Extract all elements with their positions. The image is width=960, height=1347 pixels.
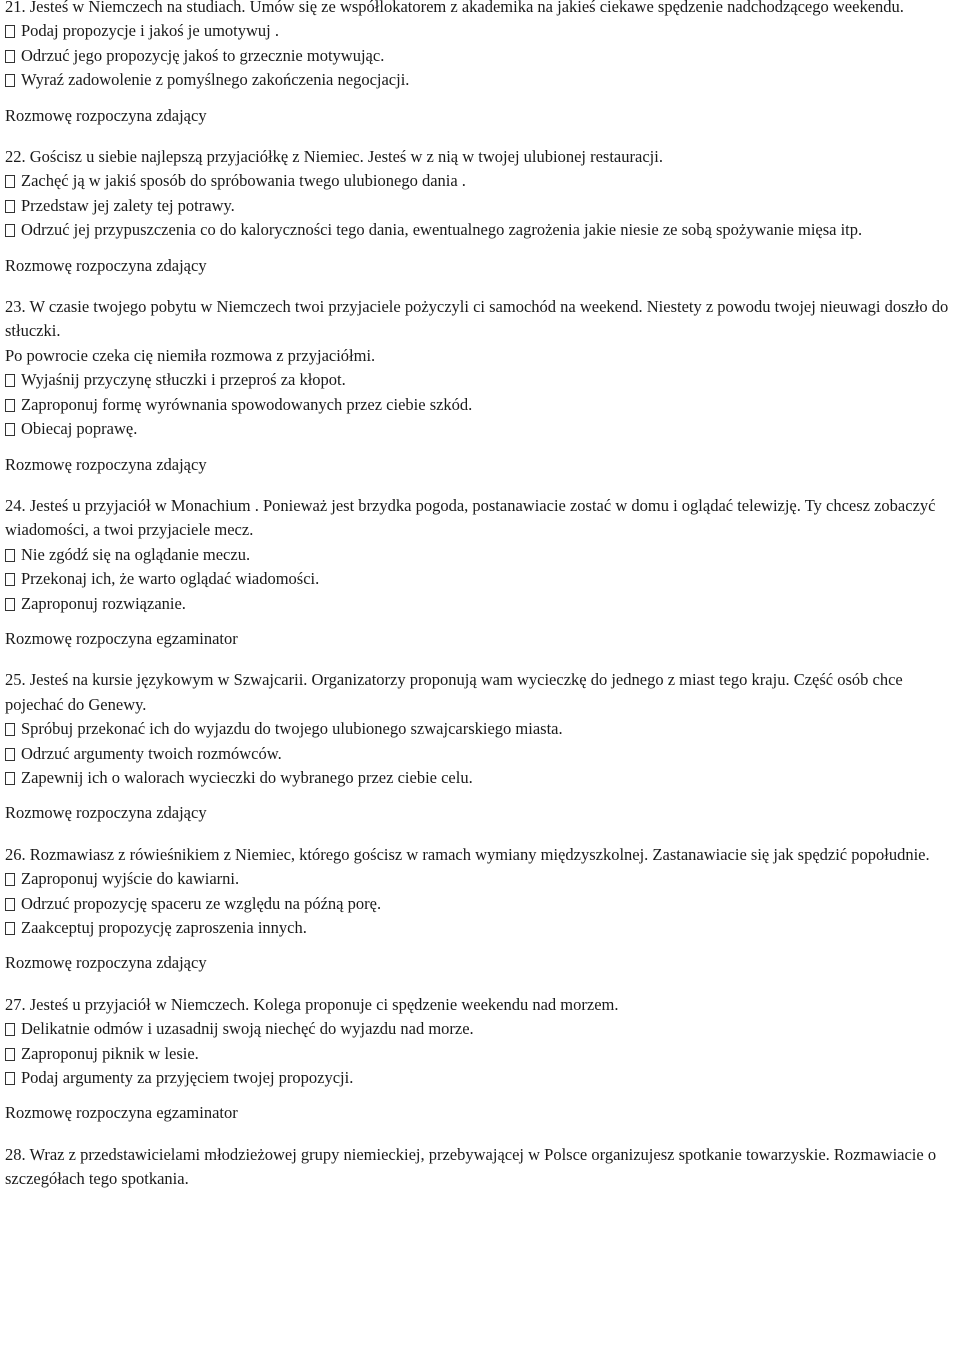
task-prompt: [5, 295, 957, 344]
task-bullet-item: [5, 766, 957, 790]
task-prompt: [5, 145, 957, 169]
task-bullet-text: Zaproponuj rozwiązanie.: [21, 593, 186, 613]
checkbox-square-icon: [5, 423, 15, 436]
task-number: 24.: [5, 495, 26, 515]
task-bullet-text: Zaakceptuj propozycję zaproszenia innych.: [21, 918, 307, 937]
checkbox-square-icon: [5, 898, 15, 911]
task-bullet-item: [5, 892, 957, 916]
task-prompt: [5, 993, 957, 1017]
task-prompt: [5, 843, 957, 867]
task-text: Po powrocie czeka cię niemiła rozmowa z przyjaciółmi.: [5, 345, 376, 365]
task-text: Gościsz u siebie najlepszą przyjaciółkę z Niemiec. Jesteś w z nią w twojej ulubionej restauracji.: [29, 147, 663, 167]
task-bullet-item: [5, 1017, 957, 1041]
task-6: [5, 993, 957, 1126]
task-number: 21.: [5, 0, 26, 16]
task-5: [5, 843, 957, 976]
task-text: Rozmawiasz z rówieśnikiem z Niemiec, którego gościsz w ramach wymiany międzyszkolnej. Zastanawiacie się jak spędzić popołudnie.: [29, 844, 930, 864]
task-bullet-text: Zaproponuj wyjście do kawiarni.: [21, 869, 240, 889]
task-number: 26.: [5, 844, 26, 864]
conversation-starter: Rozmowę rozpoczyna zdający: [5, 105, 207, 125]
checkbox-square-icon: [5, 1048, 15, 1061]
task-bullet-text: Odrzuć jego propozycję jakoś to grzecznie motywując.: [21, 45, 385, 65]
task-text: W czasie twojego pobytu w Niemczech twoi przyjaciele pożyczyli ci samochód na weekend. Niestety z powodu twojej nieuwagi doszło do stłuczki.: [5, 297, 949, 341]
checkbox-square-icon: [5, 748, 15, 761]
task-bullet-text: Podaj propozycje i jakoś je umotywuj .: [21, 21, 279, 41]
conversation-starter: Rozmowę rozpoczyna zdający: [5, 953, 207, 973]
checkbox-square-icon: [5, 573, 15, 586]
task-bullet-item: [5, 867, 957, 891]
task-bullet-item: [5, 19, 957, 43]
task-bullet-text: Odrzuć argumenty twoich rozmówców.: [21, 743, 282, 763]
task-bullet-text: Wyraź zadowolenie z pomyślnego zakończenia negocjacji.: [21, 70, 410, 90]
checkbox-square-icon: [5, 374, 15, 387]
task-bullet-text: Spróbuj przekonać ich do wyjazdu do twojego ulubionego szwajcarskiego miasta.: [21, 719, 563, 739]
checkbox-square-icon: [5, 598, 15, 611]
checkbox-square-icon: [5, 922, 15, 935]
task-bullet-item: [5, 592, 957, 616]
checkbox-square-icon: [5, 50, 15, 63]
task-number: 23.: [5, 297, 26, 317]
document-page: [5, 0, 957, 1192]
conversation-starter: Rozmowę rozpoczyna egzaminator: [5, 1103, 238, 1123]
checkbox-square-icon: [5, 1023, 15, 1036]
task-3: [5, 494, 957, 651]
task-text: Wraz z przedstawicielami młodzieżowej grupy niemieckiej, przebywającej w Polsce organizujesz spotkanie towarzyskie. Rozmawiacie o szczegółach tego spotkania.: [5, 1144, 937, 1189]
checkbox-square-icon: [5, 1072, 15, 1085]
task-bullet-text: Delikatnie odmów i uzasadnij swoją niechęć do wyjazdu nad morze.: [21, 1019, 474, 1039]
task-text: Jesteś u przyjaciół w Niemczech. Kolega proponuje ci spędzenie weekendu nad morzem.: [29, 994, 619, 1014]
checkbox-square-icon: [5, 772, 15, 785]
task-1: [5, 145, 957, 278]
task-spacer: [5, 128, 957, 145]
checkbox-square-icon: [5, 25, 15, 38]
task-number: 27.: [5, 994, 26, 1014]
checkbox-square-icon: [5, 74, 15, 87]
task-bullet-text: Przekonaj ich, że warto oglądać wiadomości.: [21, 569, 320, 589]
task-prompt-continued: [5, 344, 957, 368]
task-bullet-text: Zaproponuj formę wyrównania spowodowanych przez ciebie szkód.: [21, 394, 473, 414]
task-bullet-item: [5, 1042, 957, 1066]
task-spacer: [5, 1126, 957, 1143]
task-spacer: [5, 651, 957, 668]
task-bullet-item: [5, 169, 957, 193]
task-7: [5, 1143, 957, 1192]
task-bullet-text: Obiecaj poprawę.: [21, 419, 138, 439]
task-prompt: [5, 0, 957, 19]
checkbox-square-icon: [5, 873, 15, 886]
task-bullet-item: [5, 567, 957, 591]
task-text: Jesteś u przyjaciół w Monachium . Ponieważ jest brzydka pogoda, postanawiacie zostać w domu i oglądać telewizję. Ty chcesz zobaczyć wiadomości, a twoi przyjaciele mecz.: [5, 495, 936, 540]
task-bullet-text: Nie zgódź się na oglądanie meczu.: [21, 544, 251, 564]
task-prompt: [5, 668, 957, 717]
task-bullet-text: Podaj argumenty za przyjęciem twojej propozycji.: [21, 1068, 354, 1088]
task-bullet-item: [5, 218, 957, 242]
task-bullet-text: Odrzuć jej przypuszczenia co do kaloryczności tego dania, ewentualnego zagrożenia jakie niesie ze sobą spożywanie mięsa itp.: [21, 220, 863, 240]
checkbox-square-icon: [5, 549, 15, 562]
checkbox-square-icon: [5, 175, 15, 188]
conversation-starter: Rozmowę rozpoczyna zdający: [5, 255, 207, 275]
checkbox-square-icon: [5, 200, 15, 213]
task-bullet-item: [5, 543, 957, 567]
task-number: 25.: [5, 670, 26, 690]
task-text: Jesteś w Niemczech na studiach. Umów się ze współlokatorem z akademika na jakieś ciekawe spędzenie nadchodzącego weekendu.: [29, 0, 904, 16]
task-spacer: [5, 826, 957, 843]
task-spacer: [5, 278, 957, 295]
task-bullet-item: [5, 417, 957, 441]
task-bullet-text: Zaproponuj piknik w lesie.: [21, 1043, 199, 1063]
checkbox-square-icon: [5, 224, 15, 237]
task-bullet-text: Wyjaśnij przyczynę stłuczki i przeproś za kłopot.: [21, 370, 346, 390]
conversation-starter: Rozmowę rozpoczyna zdający: [5, 803, 207, 823]
task-bullet-text: Przedstaw jej zalety tej potrawy.: [21, 195, 235, 215]
task-number: 22.: [5, 147, 26, 167]
checkbox-square-icon: [5, 723, 15, 736]
task-bullet-item: [5, 68, 957, 92]
task-bullet-item: [5, 742, 957, 766]
task-2: [5, 295, 957, 477]
task-bullet-text: Zachęć ją w jakiś sposób do spróbowania twego ulubionego dania .: [21, 171, 466, 191]
task-4: [5, 668, 957, 825]
task-0: [5, 0, 957, 128]
task-bullet-text: Zapewnij ich o walorach wycieczki do wybranego przez ciebie celu.: [21, 767, 473, 787]
task-bullet-text: Odrzuć propozycję spaceru ze względu na późną porę.: [21, 893, 382, 913]
task-text: Jesteś na kursie językowym w Szwajcarii. Organizatorzy proponują wam wycieczkę do jednego z miast tego kraju. Część osób chce pojechać do Genewy.: [5, 670, 903, 714]
task-bullet-item: [5, 44, 957, 68]
task-bullet-item: [5, 916, 957, 940]
task-prompt: [5, 1143, 957, 1192]
task-bullet-item: [5, 393, 957, 417]
checkbox-square-icon: [5, 399, 15, 412]
task-spacer: [5, 477, 957, 494]
task-prompt: [5, 494, 957, 543]
task-bullet-item: [5, 368, 957, 392]
task-bullet-item: [5, 1066, 957, 1090]
task-bullet-item: [5, 717, 957, 741]
task-spacer: [5, 976, 957, 993]
conversation-starter: Rozmowę rozpoczyna zdający: [5, 454, 207, 474]
task-bullet-item: [5, 194, 957, 218]
task-number: 28.: [5, 1144, 26, 1164]
conversation-starter: Rozmowę rozpoczyna egzaminator: [5, 628, 238, 648]
